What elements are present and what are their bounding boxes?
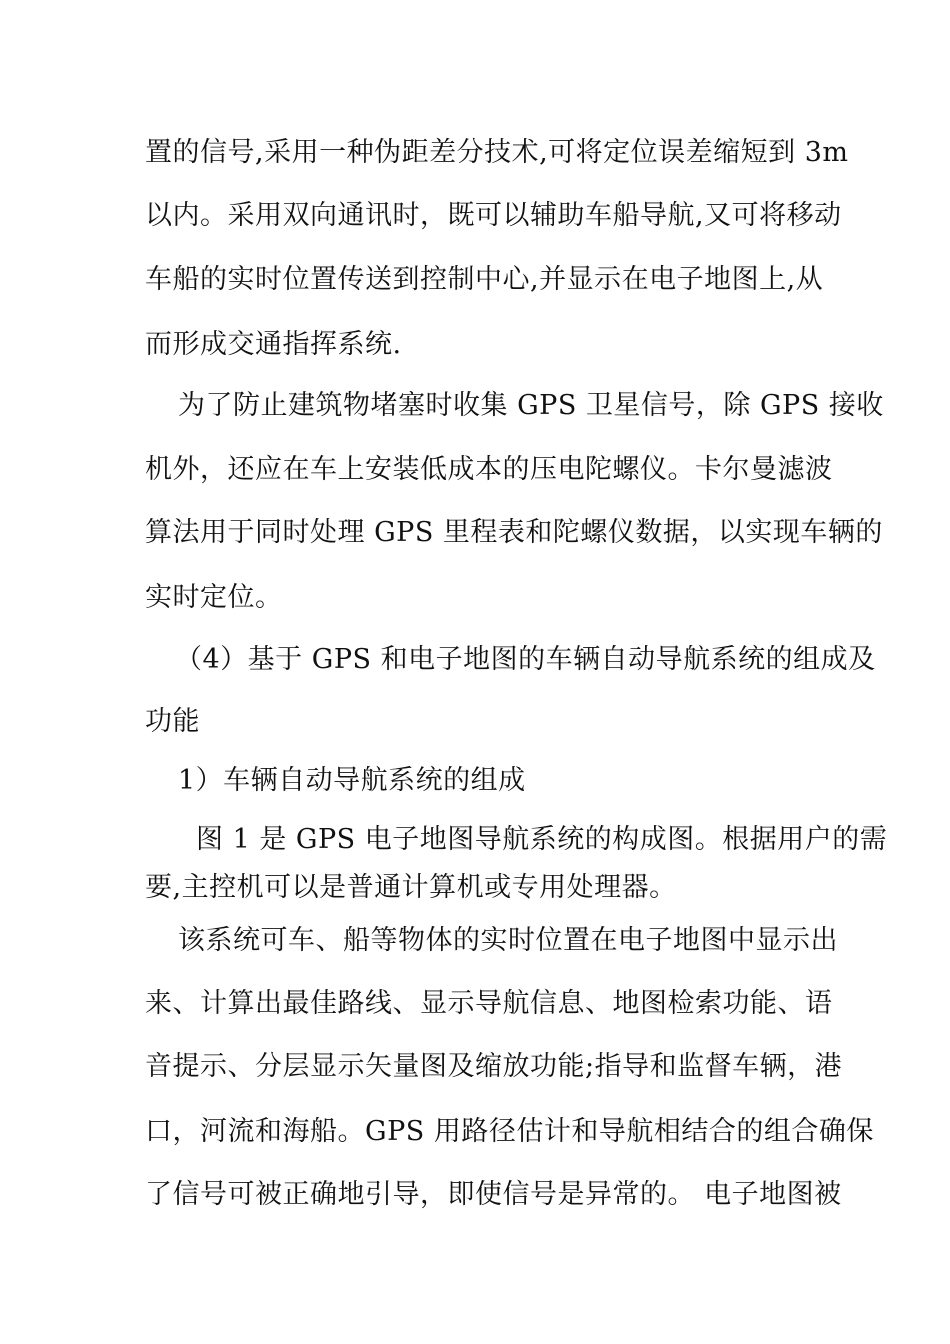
text-line: 了信号可被正确地引导，即使信号是异常的。 电子地图被: [145, 1179, 842, 1210]
text-line: 来、计算出最佳路线、显示导航信息、地图检索功能、语: [145, 988, 833, 1019]
text-line: 要,主控机可以是普通计算机或专用处理器。: [145, 872, 677, 903]
text-line: 实时定位。: [145, 582, 283, 613]
text-line: 机外，还应在车上安装低成本的压电陀螺仪。卡尔曼滤波: [145, 454, 833, 485]
subsection-heading: 1）车辆自动导航系统的组成: [178, 765, 526, 796]
text-line: 而形成交通指挥系统.: [145, 329, 402, 360]
paragraph-first-line: 该系统可车、船等物体的实时位置在电子地图中显示出: [178, 925, 838, 956]
text-line: 以内。采用双向通讯时，既可以辅助车船导航,又可将移动: [145, 200, 842, 231]
paragraph-first-line: 为了防止建筑物堵塞时收集 GPS 卫星信号，除 GPS 接收: [178, 390, 884, 421]
text-line: 口，河流和海船。GPS 用路径估计和导航相结合的组合确保: [145, 1116, 874, 1147]
paragraph-first-line: 图 1 是 GPS 电子地图导航系统的构成图。根据用户的需: [196, 824, 888, 855]
text-line: 置的信号,采用一种伪距差分技术,可将定位误差缩短到 3m: [145, 137, 849, 168]
text-line: 功能: [145, 706, 200, 737]
text-line: 算法用于同时处理 GPS 里程表和陀螺仪数据，以实现车辆的: [145, 517, 883, 548]
section-heading-line: （4）基于 GPS 和电子地图的车辆自动导航系统的组成及: [175, 644, 876, 675]
text-line: 车船的实时位置传送到控制中心,并显示在电子地图上,从: [145, 264, 824, 295]
text-line: 音提示、分层显示矢量图及缩放功能;指导和监督车辆，港: [145, 1051, 843, 1082]
